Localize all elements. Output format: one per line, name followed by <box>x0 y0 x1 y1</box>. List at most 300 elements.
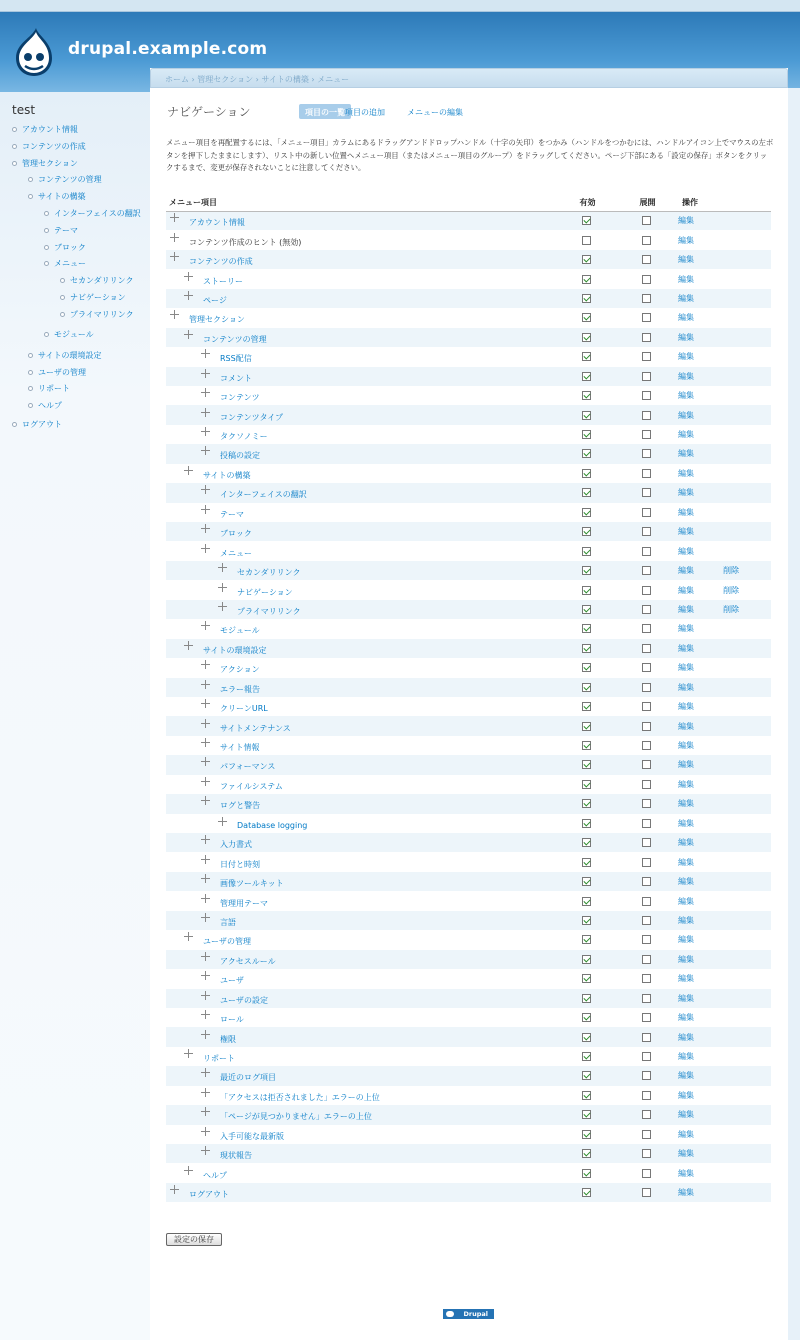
edit-link[interactable]: 編集 <box>678 488 694 498</box>
menu-item-link[interactable]: サイトメンテナンス <box>220 723 291 733</box>
menu-item-link[interactable]: ブロック <box>220 529 252 539</box>
edit-link[interactable]: 編集 <box>678 896 694 906</box>
expanded-checkbox[interactable] <box>642 799 651 808</box>
expanded-checkbox[interactable] <box>642 780 651 789</box>
expanded-checkbox[interactable] <box>642 838 651 847</box>
edit-link[interactable]: 編集 <box>678 954 694 964</box>
enabled-checkbox[interactable] <box>582 391 591 400</box>
enabled-checkbox[interactable] <box>582 236 591 245</box>
edit-link[interactable]: 編集 <box>678 741 694 751</box>
edit-link[interactable]: 編集 <box>678 507 694 517</box>
edit-link[interactable]: 編集 <box>678 624 694 634</box>
drag-handle-icon[interactable] <box>201 719 210 728</box>
expanded-checkbox[interactable] <box>642 1033 651 1042</box>
expanded-checkbox[interactable] <box>642 372 651 381</box>
enabled-checkbox[interactable] <box>582 313 591 322</box>
enabled-checkbox[interactable] <box>582 819 591 828</box>
drag-handle-icon[interactable] <box>201 738 210 747</box>
edit-link[interactable]: 編集 <box>678 702 694 712</box>
expanded-checkbox[interactable] <box>642 741 651 750</box>
menu-item-link[interactable]: ユーザ <box>220 976 244 986</box>
drag-handle-icon[interactable] <box>201 485 210 494</box>
sidebar-item[interactable] <box>28 367 86 378</box>
enabled-checkbox[interactable] <box>582 333 591 342</box>
enabled-checkbox[interactable] <box>582 741 591 750</box>
menu-item-link[interactable]: リポート <box>203 1054 235 1064</box>
drag-handle-icon[interactable] <box>218 602 227 611</box>
expanded-checkbox[interactable] <box>642 955 651 964</box>
menu-item-link[interactable]: 画像ツールキット <box>220 879 284 889</box>
enabled-checkbox[interactable] <box>582 897 591 906</box>
drag-handle-icon[interactable] <box>201 660 210 669</box>
drag-handle-icon[interactable] <box>201 971 210 980</box>
edit-link[interactable]: 編集 <box>678 760 694 770</box>
expanded-checkbox[interactable] <box>642 508 651 517</box>
enabled-checkbox[interactable] <box>582 372 591 381</box>
menu-item-link[interactable]: セカンダリリンク <box>237 568 301 578</box>
drag-handle-icon[interactable] <box>218 583 227 592</box>
edit-link[interactable]: 編集 <box>678 566 694 576</box>
edit-link[interactable]: 編集 <box>678 1168 694 1178</box>
enabled-checkbox[interactable] <box>582 1091 591 1100</box>
expanded-checkbox[interactable] <box>642 935 651 944</box>
menu-item-link[interactable]: サイトの構築 <box>203 470 251 480</box>
expanded-checkbox[interactable] <box>642 624 651 633</box>
drag-handle-icon[interactable] <box>218 563 227 572</box>
expanded-checkbox[interactable] <box>642 1188 651 1197</box>
expanded-checkbox[interactable] <box>642 916 651 925</box>
menu-item-link[interactable]: タクソノミー <box>220 432 268 442</box>
sidebar-item[interactable] <box>12 141 86 152</box>
enabled-checkbox[interactable] <box>582 994 591 1003</box>
expanded-checkbox[interactable] <box>642 722 651 731</box>
drag-handle-icon[interactable] <box>170 233 179 242</box>
menu-item-link[interactable]: アカウント情報 <box>189 218 245 228</box>
menu-item-link[interactable]: ロール <box>220 1015 244 1025</box>
enabled-checkbox[interactable] <box>582 275 591 284</box>
edit-link[interactable]: 編集 <box>678 799 694 809</box>
delete-link[interactable]: 削除 <box>723 604 739 614</box>
tab-item-list[interactable]: 項目の一覧 <box>299 104 351 119</box>
menu-item-link[interactable]: 現状報告 <box>220 1151 252 1161</box>
drag-handle-icon[interactable] <box>201 621 210 630</box>
menu-item-link[interactable]: 最近のログ項目 <box>220 1073 276 1083</box>
edit-link[interactable]: 編集 <box>678 371 694 381</box>
enabled-checkbox[interactable] <box>582 547 591 556</box>
sidebar-item[interactable] <box>60 275 134 286</box>
edit-link[interactable]: 編集 <box>678 585 694 595</box>
enabled-checkbox[interactable] <box>582 916 591 925</box>
expanded-checkbox[interactable] <box>642 411 651 420</box>
menu-item-link[interactable]: 言語 <box>220 917 236 927</box>
menu-item-link[interactable]: コンテンツの管理 <box>203 334 267 344</box>
edit-link[interactable]: 編集 <box>678 1071 694 1081</box>
edit-link[interactable]: 編集 <box>678 663 694 673</box>
drag-handle-icon[interactable] <box>184 272 193 281</box>
edit-link[interactable]: 編集 <box>678 332 694 342</box>
enabled-checkbox[interactable] <box>582 780 591 789</box>
breadcrumb-link[interactable]: 管理セクション <box>197 75 254 84</box>
operations-cell <box>671 1066 771 1085</box>
tab-add-item[interactable]: 項目の追加 <box>345 108 385 117</box>
enabled-cell <box>551 600 621 619</box>
drag-handle-icon[interactable] <box>201 544 210 553</box>
drag-handle-icon[interactable] <box>201 388 210 397</box>
expanded-checkbox[interactable] <box>642 1110 651 1119</box>
save-button[interactable]: 設定の保存 <box>166 1233 222 1246</box>
drag-handle-icon[interactable] <box>170 252 179 261</box>
edit-link[interactable]: 編集 <box>678 468 694 478</box>
menu-item-link[interactable]: 権限 <box>220 1034 236 1044</box>
drag-handle-icon[interactable] <box>201 680 210 689</box>
enabled-checkbox[interactable] <box>582 1071 591 1080</box>
enabled-checkbox[interactable] <box>582 1110 591 1119</box>
expanded-checkbox[interactable] <box>642 275 651 284</box>
menu-item-link[interactable]: パフォーマンス <box>220 762 276 772</box>
edit-link[interactable]: 編集 <box>678 838 694 848</box>
edit-link[interactable]: 編集 <box>678 235 694 245</box>
menu-item-link[interactable]: サイト情報 <box>220 743 260 753</box>
edit-link[interactable]: 編集 <box>678 391 694 401</box>
drag-handle-icon[interactable] <box>218 817 227 826</box>
menu-item-link[interactable]: サイトの環境設定 <box>203 645 267 655</box>
edit-link[interactable]: 編集 <box>678 993 694 1003</box>
menu-item-link[interactable]: ページ <box>203 295 227 305</box>
edit-link[interactable]: 編集 <box>678 313 694 323</box>
sidebar-item[interactable] <box>44 329 94 340</box>
enabled-checkbox[interactable] <box>582 566 591 575</box>
expanded-checkbox[interactable] <box>642 819 651 828</box>
enabled-checkbox[interactable] <box>582 430 591 439</box>
enabled-checkbox[interactable] <box>582 1149 591 1158</box>
menu-item-link[interactable]: アクション <box>220 665 260 675</box>
edit-link[interactable]: 編集 <box>678 779 694 789</box>
sidebar-item[interactable] <box>12 124 78 135</box>
tab-edit-menu[interactable]: メニューの編集 <box>407 108 463 117</box>
expanded-checkbox[interactable] <box>642 1071 651 1080</box>
enabled-checkbox[interactable] <box>582 508 591 517</box>
menu-item-link[interactable]: 入力書式 <box>220 840 252 850</box>
enabled-checkbox[interactable] <box>582 1033 591 1042</box>
enabled-checkbox[interactable] <box>582 527 591 536</box>
breadcrumb-link[interactable]: サイトの構築 <box>261 75 309 84</box>
expanded-checkbox[interactable] <box>642 566 651 575</box>
expanded-checkbox[interactable] <box>642 1169 651 1178</box>
expanded-checkbox[interactable] <box>642 313 651 322</box>
menu-item-link[interactable]: エラー報告 <box>220 684 260 694</box>
menu-item-link[interactable]: 日付と時刻 <box>220 859 260 869</box>
menu-item-link[interactable]: アクセスルール <box>220 956 276 966</box>
drag-handle-icon[interactable] <box>201 699 210 708</box>
enabled-cell <box>551 561 621 580</box>
enabled-checkbox[interactable] <box>582 411 591 420</box>
sidebar-item[interactable] <box>12 158 78 169</box>
edit-link[interactable]: 編集 <box>678 877 694 887</box>
menu-item-link[interactable]: 入手可能な最新版 <box>220 1131 284 1141</box>
drag-handle-icon[interactable] <box>201 1127 210 1136</box>
breadcrumb-link[interactable]: ホーム <box>165 75 189 84</box>
expanded-checkbox[interactable] <box>642 469 651 478</box>
menu-item-link[interactable]: Database logging <box>237 820 308 830</box>
drag-handle-icon[interactable] <box>184 291 193 300</box>
drag-handle-icon[interactable] <box>201 524 210 533</box>
enabled-checkbox[interactable] <box>582 1013 591 1022</box>
sidebar-item[interactable] <box>44 258 86 269</box>
drag-handle-icon[interactable] <box>184 932 193 941</box>
expanded-checkbox[interactable] <box>642 858 651 867</box>
expanded-checkbox[interactable] <box>642 586 651 595</box>
enabled-checkbox[interactable] <box>582 449 591 458</box>
enabled-checkbox[interactable] <box>582 683 591 692</box>
expanded-checkbox[interactable] <box>642 236 651 245</box>
enabled-checkbox[interactable] <box>582 838 591 847</box>
drag-handle-icon[interactable] <box>201 777 210 786</box>
powered-by-drupal-badge[interactable] <box>443 1309 494 1319</box>
enabled-checkbox[interactable] <box>582 858 591 867</box>
drag-handle-icon[interactable] <box>201 505 210 514</box>
enabled-checkbox[interactable] <box>582 644 591 653</box>
expanded-checkbox[interactable] <box>642 255 651 264</box>
sidebar-item[interactable] <box>60 309 134 320</box>
sidebar-item[interactable] <box>28 383 70 394</box>
drag-handle-icon[interactable] <box>170 1185 179 1194</box>
expanded-cell <box>621 639 671 658</box>
edit-link[interactable]: 編集 <box>678 915 694 925</box>
table-row <box>166 755 771 774</box>
edit-link[interactable]: 編集 <box>678 935 694 945</box>
drag-handle-icon[interactable] <box>201 1010 210 1019</box>
enabled-checkbox[interactable] <box>582 1130 591 1139</box>
enabled-checkbox[interactable] <box>582 1169 591 1178</box>
enabled-checkbox[interactable] <box>582 722 591 731</box>
expanded-checkbox[interactable] <box>642 663 651 672</box>
enabled-checkbox[interactable] <box>582 974 591 983</box>
drag-handle-icon[interactable] <box>201 408 210 417</box>
menu-item-link[interactable]: ファイルシステム <box>220 781 283 791</box>
menu-item-link[interactable]: メニュー <box>220 548 252 558</box>
drag-handle-icon[interactable] <box>201 1088 210 1097</box>
edit-link[interactable]: 編集 <box>678 721 694 731</box>
expanded-checkbox[interactable] <box>642 527 651 536</box>
drag-handle-icon[interactable] <box>201 874 210 883</box>
table-row <box>166 464 771 483</box>
expanded-checkbox[interactable] <box>642 683 651 692</box>
edit-link[interactable]: 編集 <box>678 527 694 537</box>
drag-handle-icon[interactable] <box>201 952 210 961</box>
edit-link[interactable]: 編集 <box>678 604 694 614</box>
drag-handle-icon[interactable] <box>201 835 210 844</box>
edit-link[interactable]: 編集 <box>678 818 694 828</box>
expanded-checkbox[interactable] <box>642 877 651 886</box>
expanded-cell <box>621 1047 671 1066</box>
drag-handle-icon[interactable] <box>184 1166 193 1175</box>
enabled-checkbox[interactable] <box>582 799 591 808</box>
menu-item-link[interactable]: 「ページが見つかりません」エラーの上位 <box>220 1112 372 1122</box>
edit-link[interactable]: 編集 <box>678 255 694 265</box>
drag-handle-icon[interactable] <box>184 641 193 650</box>
edit-link[interactable]: 編集 <box>678 1052 694 1062</box>
drag-handle-icon[interactable] <box>184 466 193 475</box>
enabled-checkbox[interactable] <box>582 702 591 711</box>
enabled-checkbox[interactable] <box>582 955 591 964</box>
enabled-checkbox[interactable] <box>582 624 591 633</box>
edit-link[interactable]: 編集 <box>678 1110 694 1120</box>
edit-link[interactable]: 編集 <box>678 1188 694 1198</box>
enabled-checkbox[interactable] <box>582 255 591 264</box>
expanded-checkbox[interactable] <box>642 294 651 303</box>
expanded-checkbox[interactable] <box>642 391 651 400</box>
drag-handle-icon[interactable] <box>201 369 210 378</box>
drag-handle-icon[interactable] <box>201 757 210 766</box>
enabled-checkbox[interactable] <box>582 605 591 614</box>
expanded-checkbox[interactable] <box>642 605 651 614</box>
menu-item-link[interactable]: モジュール <box>220 626 260 636</box>
menu-item-link[interactable]: 管理用テーマ <box>220 898 268 908</box>
menu-item-cell <box>166 872 551 891</box>
sidebar-item[interactable] <box>60 292 126 303</box>
expanded-checkbox[interactable] <box>642 760 651 769</box>
expanded-checkbox[interactable] <box>642 449 651 458</box>
menu-item-link[interactable]: ユーザの設定 <box>220 995 268 1005</box>
expanded-checkbox[interactable] <box>642 216 651 225</box>
enabled-checkbox[interactable] <box>582 586 591 595</box>
enabled-checkbox[interactable] <box>582 294 591 303</box>
edit-link[interactable]: 編集 <box>678 1129 694 1139</box>
menu-item-link[interactable]: コンテンツの作成 <box>189 257 253 267</box>
menu-item-link[interactable]: ログアウト <box>189 1190 229 1200</box>
expanded-checkbox[interactable] <box>642 333 651 342</box>
enabled-checkbox[interactable] <box>582 935 591 944</box>
edit-link[interactable]: 編集 <box>678 1013 694 1023</box>
drag-handle-icon[interactable] <box>201 1068 210 1077</box>
sidebar-item[interactable] <box>12 419 62 430</box>
menu-item-link[interactable]: ログと警告 <box>220 801 261 811</box>
edit-link[interactable]: 編集 <box>678 449 694 459</box>
menu-item-cell <box>166 503 551 522</box>
drag-handle-icon[interactable] <box>170 310 179 319</box>
menu-item-link[interactable]: クリーンURL <box>220 704 268 714</box>
edit-link[interactable]: 編集 <box>678 682 694 692</box>
expanded-checkbox[interactable] <box>642 644 651 653</box>
enabled-checkbox[interactable] <box>582 1188 591 1197</box>
menu-item-link[interactable]: 投稿の設定 <box>220 451 260 461</box>
enabled-checkbox[interactable] <box>582 216 591 225</box>
breadcrumb-link[interactable]: メニュー <box>317 75 350 84</box>
edit-link[interactable]: 編集 <box>678 643 694 653</box>
menu-item-link[interactable]: ユーザの管理 <box>203 937 251 947</box>
drag-handle-icon[interactable] <box>201 1107 210 1116</box>
drupal-logo[interactable] <box>14 26 54 78</box>
menu-item-link[interactable]: プライマリリンク <box>237 606 301 616</box>
sidebar-item[interactable] <box>44 225 78 236</box>
expanded-checkbox[interactable] <box>642 547 651 556</box>
expanded-checkbox[interactable] <box>642 352 651 361</box>
expanded-checkbox[interactable] <box>642 1052 651 1061</box>
expanded-checkbox[interactable] <box>642 1013 651 1022</box>
edit-link[interactable]: 編集 <box>678 410 694 420</box>
table-row <box>166 269 771 288</box>
sidebar-item[interactable] <box>28 191 85 202</box>
menu-item-link[interactable]: ヘルプ <box>203 1170 227 1180</box>
sidebar-item[interactable] <box>28 174 102 185</box>
menu-item-link[interactable]: インターフェイスの翻訳 <box>220 490 307 500</box>
drag-handle-icon[interactable] <box>201 855 210 864</box>
sidebar-item[interactable] <box>44 208 141 219</box>
expanded-checkbox[interactable] <box>642 974 651 983</box>
menu-item-link[interactable]: コメント <box>220 373 252 383</box>
enabled-cell <box>551 464 621 483</box>
menu-item-link[interactable]: 「アクセスは拒否されました」エラーの上位 <box>220 1092 380 1102</box>
expanded-checkbox[interactable] <box>642 1130 651 1139</box>
drag-handle-icon[interactable] <box>201 446 210 455</box>
expanded-checkbox[interactable] <box>642 488 651 497</box>
enabled-checkbox[interactable] <box>582 760 591 769</box>
drag-handle-icon[interactable] <box>201 427 210 436</box>
drag-handle-icon[interactable] <box>201 894 210 903</box>
enabled-checkbox[interactable] <box>582 877 591 886</box>
drag-handle-icon[interactable] <box>201 1146 210 1155</box>
edit-link[interactable]: 編集 <box>678 546 694 556</box>
edit-link[interactable]: 編集 <box>678 857 694 867</box>
edit-link[interactable]: 編集 <box>678 430 694 440</box>
expanded-checkbox[interactable] <box>642 430 651 439</box>
expanded-checkbox[interactable] <box>642 1091 651 1100</box>
operations-cell <box>671 269 771 288</box>
sidebar-item[interactable] <box>28 350 101 361</box>
enabled-checkbox[interactable] <box>582 663 591 672</box>
menu-item-link[interactable]: コンテンツ <box>220 393 260 403</box>
delete-link[interactable]: 削除 <box>723 566 739 576</box>
edit-link[interactable]: 編集 <box>678 352 694 362</box>
enabled-checkbox[interactable] <box>582 488 591 497</box>
menu-item-link[interactable]: RSS配信 <box>220 354 252 364</box>
edit-link[interactable]: 編集 <box>678 1090 694 1100</box>
edit-link[interactable]: 編集 <box>678 974 694 984</box>
expanded-checkbox[interactable] <box>642 702 651 711</box>
operations-cell <box>671 289 771 308</box>
expanded-checkbox[interactable] <box>642 1149 651 1158</box>
edit-link[interactable]: 編集 <box>678 216 694 226</box>
enabled-checkbox[interactable] <box>582 1052 591 1061</box>
drag-handle-icon[interactable] <box>184 330 193 339</box>
sidebar-item-label: セカンダリリンク <box>70 276 134 286</box>
sidebar-item[interactable] <box>44 242 86 253</box>
drag-handle-icon[interactable] <box>201 1030 210 1039</box>
edit-link[interactable]: 編集 <box>678 1032 694 1042</box>
site-name[interactable]: drupal.example.com <box>68 39 268 59</box>
enabled-checkbox[interactable] <box>582 469 591 478</box>
menu-item-link[interactable]: テーマ <box>220 509 244 519</box>
drag-handle-icon[interactable] <box>201 349 210 358</box>
delete-link[interactable]: 削除 <box>723 585 739 595</box>
edit-link[interactable]: 編集 <box>678 274 694 284</box>
menu-item-link[interactable]: コンテンツタイプ <box>220 412 284 422</box>
drag-handle-icon[interactable] <box>201 913 210 922</box>
expanded-checkbox[interactable] <box>642 994 651 1003</box>
expanded-checkbox[interactable] <box>642 897 651 906</box>
edit-link[interactable]: 編集 <box>678 293 694 303</box>
enabled-checkbox[interactable] <box>582 352 591 361</box>
menu-item-link[interactable]: ナビゲーション <box>237 587 293 597</box>
drag-handle-icon[interactable] <box>201 796 210 805</box>
menu-item-link[interactable]: ストーリー <box>203 276 243 286</box>
menu-item-link[interactable]: 管理セクション <box>189 315 245 325</box>
drag-handle-icon[interactable] <box>184 1049 193 1058</box>
drag-handle-icon[interactable] <box>201 991 210 1000</box>
sidebar-item[interactable] <box>28 400 62 411</box>
edit-link[interactable]: 編集 <box>678 1149 694 1159</box>
drag-handle-icon[interactable] <box>170 213 179 222</box>
